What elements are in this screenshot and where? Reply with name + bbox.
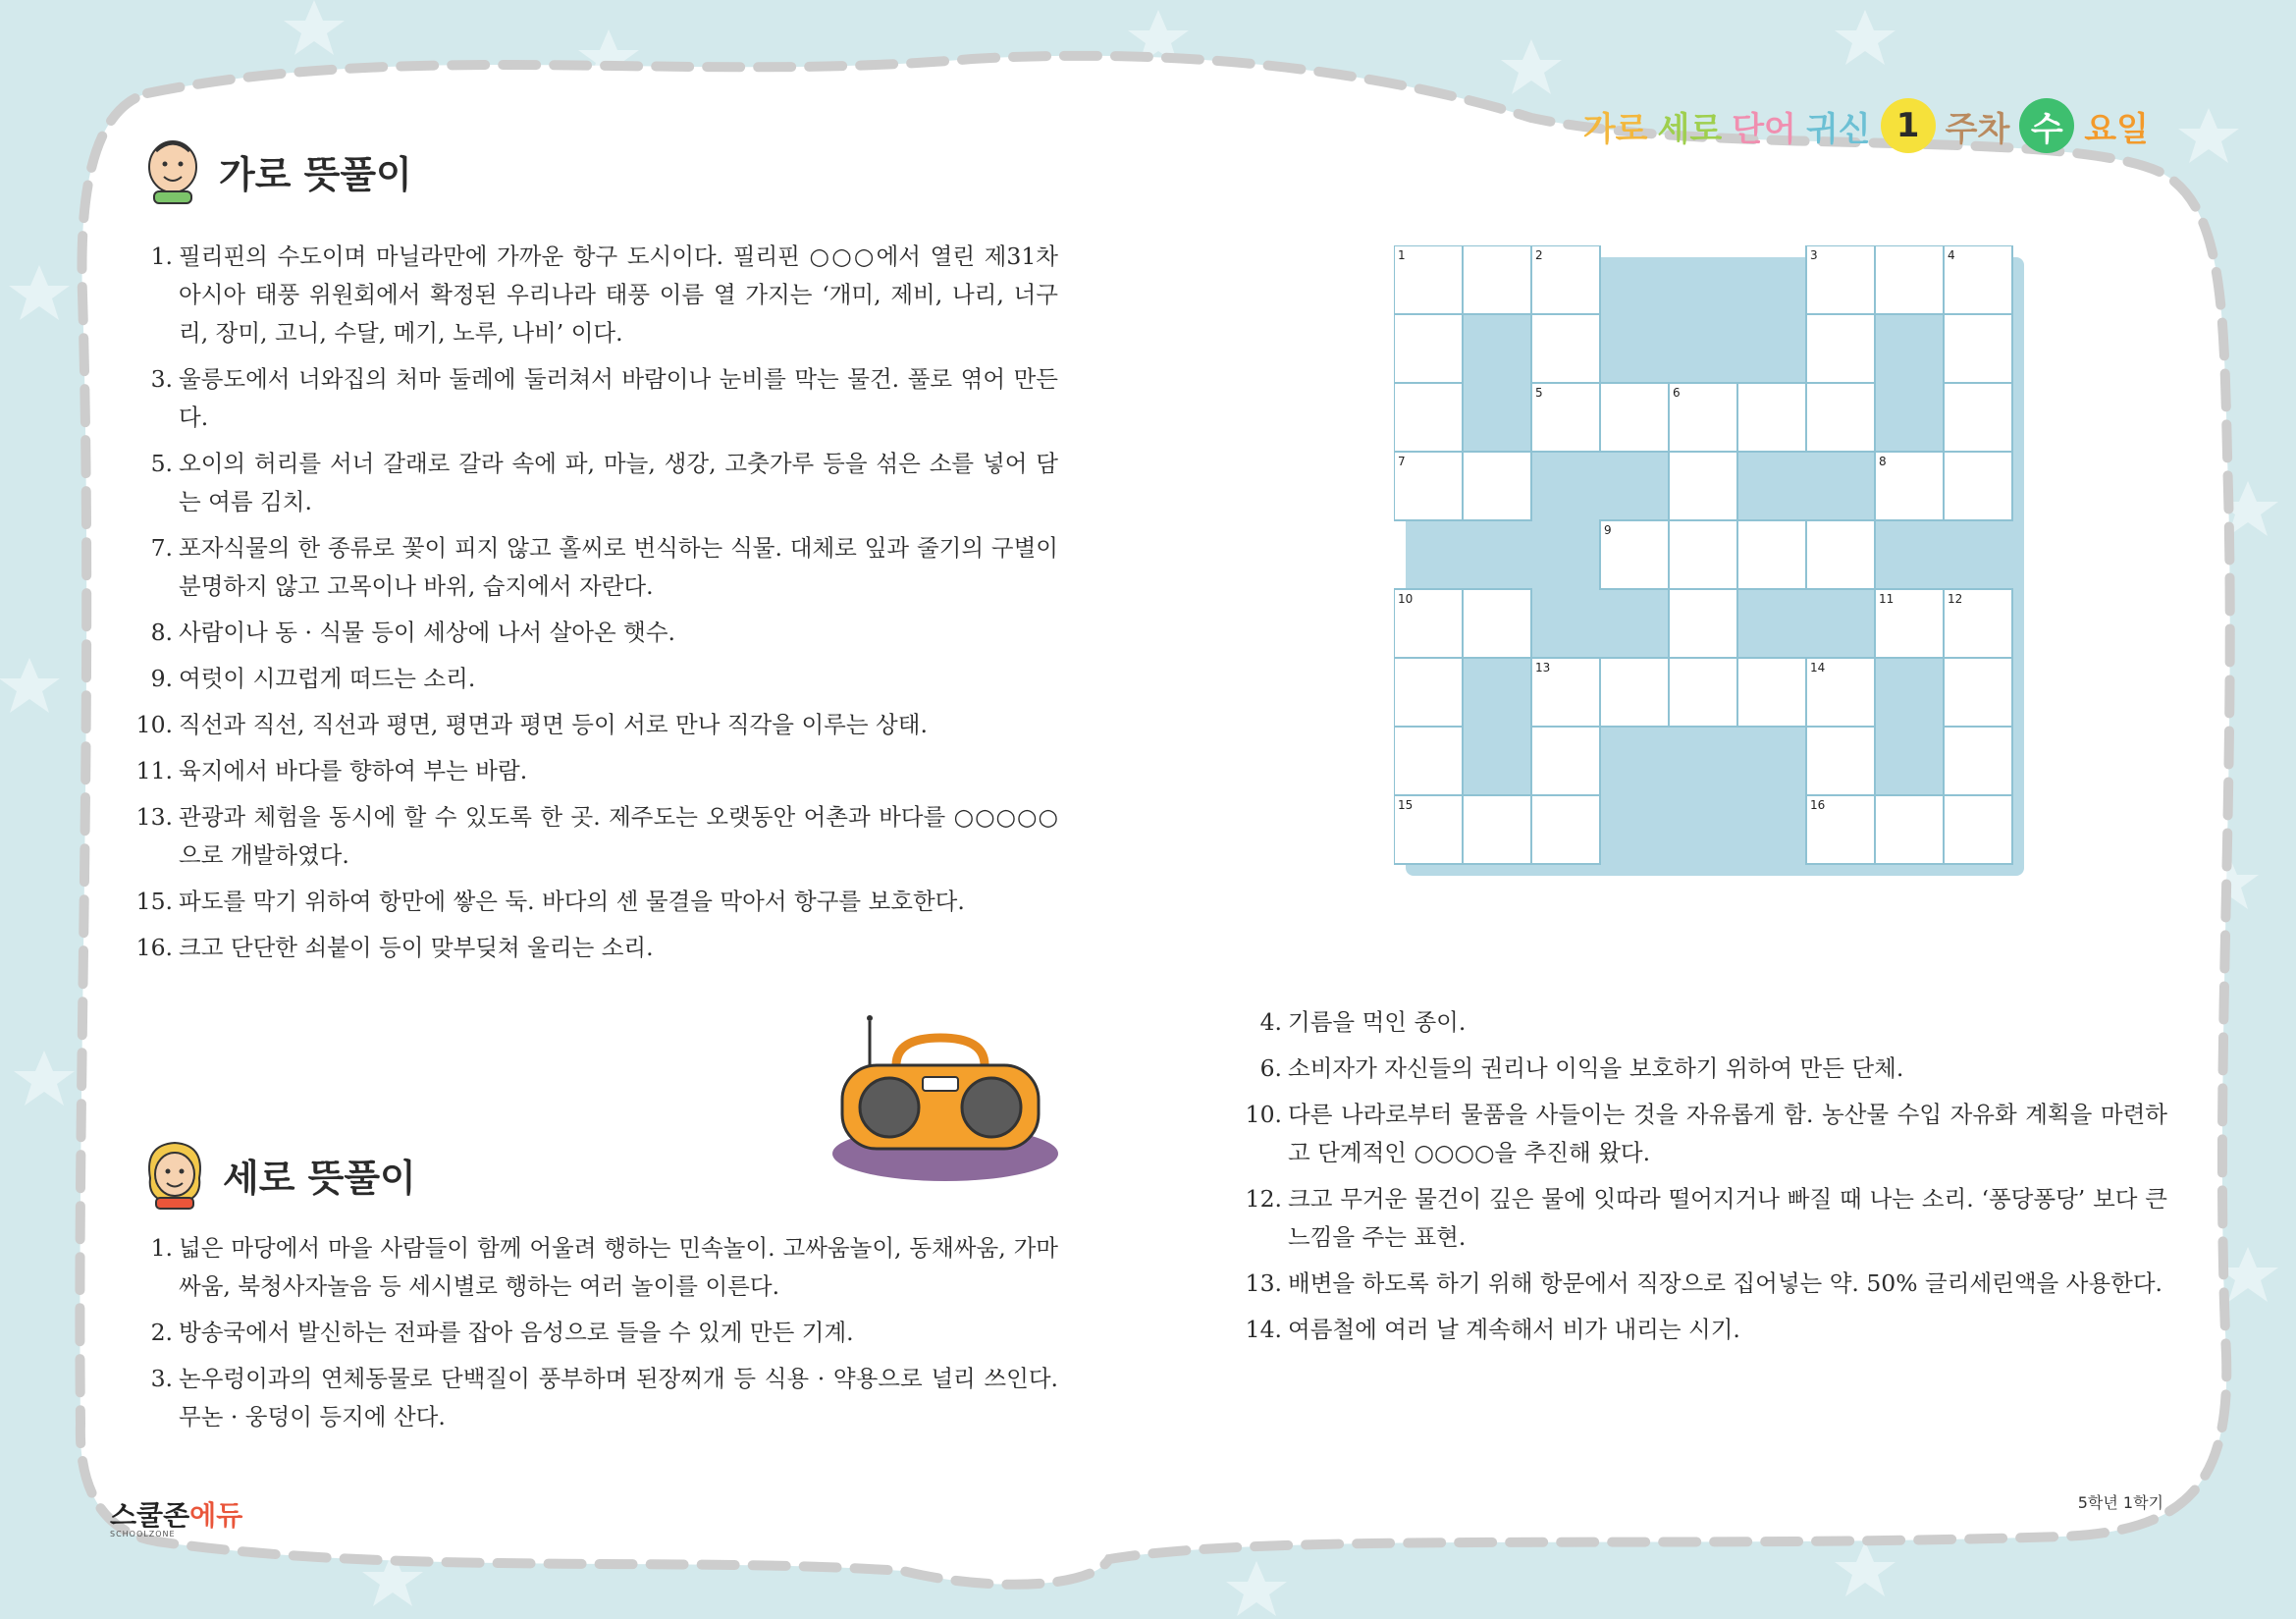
clue-item — [135, 798, 1058, 875]
crossword-cell[interactable] — [1806, 314, 1875, 383]
cell-number: 11 — [1879, 592, 1895, 606]
cell-number: 13 — [1535, 661, 1551, 675]
clue-item — [1245, 1311, 2167, 1349]
clue-item — [135, 360, 1058, 437]
clue-text: 사람이나 동 · 식물 등이 세상에 나서 살아온 햇수. — [179, 619, 676, 646]
clue-number: 3. — [150, 365, 173, 393]
clue-text: 배변을 하도록 하기 위해 항문에서 직장으로 집어넣는 약. 50% 글리세린액을 사용한다. — [1288, 1269, 2163, 1297]
crossword-cell[interactable] — [1669, 589, 1737, 658]
title-part-1: 가로 — [1582, 109, 1648, 149]
cell-number: 2 — [1535, 248, 1543, 262]
crossword-cell[interactable] — [1875, 795, 1944, 864]
clue-number: 6. — [1259, 1054, 1282, 1082]
day-badge: 수 — [2019, 98, 2074, 153]
clue-text: 크고 단단한 쇠붙이 등이 맞부딪쳐 울리는 소리. — [179, 934, 654, 961]
clue-text: 다른 나라로부터 물품을 사들이는 것을 자유롭게 함. 농산물 수입 자유화 계획을 마련하고 단계적인 ○○○○을 추진해 왔다. — [1288, 1101, 2167, 1166]
clue-number: 4. — [1259, 1008, 1282, 1036]
title-part-3: 단어 — [1732, 109, 1796, 149]
clue-text: 포자식물의 한 종류로 꽃이 피지 않고 홀씨로 번식하는 식물. 대체로 잎과 줄기의 구별이 분명하지 않고 고목이나 바위, 습지에서 자란다. — [179, 534, 1058, 600]
crossword-cell[interactable] — [1463, 795, 1531, 864]
title-part-4: 귀신 — [1805, 109, 1871, 149]
clue-text: 오이의 허리를 서너 갈래로 갈라 속에 파, 마늘, 생강, 고춧가루 등을 섞은 소를 넣어 담는 여름 김치. — [179, 450, 1058, 515]
clue-item — [1245, 1265, 2167, 1303]
clue-text: 직선과 직선, 직선과 평면, 평면과 평면 등이 서로 만나 직각을 이루는 상태. — [179, 711, 928, 738]
crossword-cell[interactable] — [1669, 520, 1737, 589]
crossword-cell[interactable] — [1463, 452, 1531, 520]
crossword-cell[interactable] — [1394, 658, 1463, 727]
title-part-2: 세로 — [1657, 109, 1723, 149]
clue-text: 육지에서 바다를 향하여 부는 바람. — [179, 757, 528, 784]
clue-text: 필리핀의 수도이며 마닐라만에 가까운 항구 도시이다. 필리핀 ○○○에서 열린 제31차 아시아 태풍 위원회에서 확정된 우리나라 태풍 이름 열 가지는 ‘개미, 제비, 나리, 너구리, 장미, 고니, 수달, 메기, 노루, 나비’ 이다. — [179, 243, 1058, 347]
clue-item — [135, 1360, 1058, 1436]
publisher-logo — [110, 1494, 242, 1538]
cell-number: 3 — [1810, 248, 1818, 262]
clue-item — [1245, 1180, 2167, 1257]
clue-number: 2. — [150, 1319, 173, 1346]
crossword-cell[interactable] — [1600, 383, 1669, 452]
cell-number: 5 — [1535, 386, 1543, 400]
clue-text: 논우렁이과의 연체동물로 단백질이 풍부하며 된장찌개 등 식용 · 약용으로 널리 쓰인다. 무논 · 웅덩이 등지에 산다. — [179, 1365, 1058, 1430]
logo-accent-text: 에듀 — [189, 1499, 243, 1532]
crossword-cell[interactable] — [1531, 727, 1600, 795]
clue-item — [1245, 1003, 2167, 1042]
crossword-cell[interactable] — [1394, 383, 1463, 452]
crossword-cell[interactable] — [1737, 520, 1806, 589]
clue-item — [135, 752, 1058, 790]
clue-item — [135, 660, 1058, 698]
day-label: 요일 — [2084, 109, 2149, 149]
across-clue-list — [135, 238, 1058, 975]
crossword-cell[interactable] — [1944, 314, 2012, 383]
week-number-badge: 1 — [1881, 98, 1936, 153]
cell-number: 10 — [1398, 592, 1414, 606]
crossword-cell[interactable] — [1600, 658, 1669, 727]
crossword-cell[interactable] — [1531, 795, 1600, 864]
clue-number: 1. — [150, 243, 173, 270]
clue-number: 1. — [150, 1234, 173, 1262]
clue-number: 8. — [150, 619, 173, 646]
clue-text: 관광과 체험을 동시에 할 수 있도록 한 곳. 제주도는 오랫동안 어촌과 바다를 ○○○○○으로 개발하였다. — [179, 803, 1058, 869]
boy-face-icon — [142, 137, 203, 204]
clue-number: 14. — [1245, 1316, 1282, 1343]
clue-number: 7. — [150, 534, 173, 562]
cell-number: 4 — [1948, 248, 1955, 262]
clue-number: 9. — [150, 665, 173, 692]
clue-text: 크고 무거운 물건이 깊은 물에 잇따라 떨어지거나 빠질 때 나는 소리. ‘퐁당퐁당’ 보다 큰 느낌을 주는 표현. — [1288, 1185, 2167, 1251]
clue-item — [1245, 1050, 2167, 1088]
clue-number: 3. — [150, 1365, 173, 1392]
crossword-cell[interactable] — [1669, 658, 1737, 727]
week-label: 주차 — [1945, 109, 2010, 149]
clue-text: 파도를 막기 위하여 항만에 쌓은 둑. 바다의 센 물결을 막아서 항구를 보호한다. — [179, 888, 965, 915]
cell-number: 14 — [1810, 661, 1826, 675]
cell-number: 9 — [1604, 523, 1612, 537]
clue-number: 5. — [150, 450, 173, 477]
clue-number: 10. — [1245, 1101, 1282, 1128]
cell-number: 6 — [1673, 386, 1681, 400]
crossword-cell[interactable] — [1944, 452, 2012, 520]
crossword-cell[interactable] — [1875, 245, 1944, 314]
clue-text: 울릉도에서 너와집의 처마 둘레에 둘러쳐서 바람이나 눈비를 막는 물건. 풀로 엮어 만든다. — [179, 365, 1058, 431]
crossword-cell[interactable] — [1944, 727, 2012, 795]
clue-item — [135, 929, 1058, 967]
clue-number: 12. — [1245, 1185, 1282, 1213]
down-heading — [142, 1139, 416, 1210]
clue-text: 여럿이 시끄럽게 떠드는 소리. — [179, 665, 476, 692]
cell-number: 16 — [1810, 798, 1826, 812]
clue-item — [135, 614, 1058, 652]
crossword-cell[interactable] — [1806, 520, 1875, 589]
clue-text: 넓은 마당에서 마을 사람들이 함께 어울려 행하는 민속놀이. 고싸움놀이, 동채싸움, 가마싸움, 북청사자놀음 등 세시별로 행하는 여러 놀이를 이른다. — [179, 1234, 1058, 1300]
crossword-cell[interactable] — [1394, 314, 1463, 383]
clue-text: 기름을 먹인 종이. — [1288, 1008, 1467, 1036]
worksheet-title — [1583, 98, 2149, 153]
logo-sub-text: SCHOOLZONE — [110, 1530, 176, 1538]
down-clue-list-right — [1245, 1003, 2167, 1357]
clue-item — [135, 883, 1058, 921]
clue-item — [135, 706, 1058, 744]
clue-number: 15. — [135, 888, 173, 915]
radio-icon — [813, 997, 1068, 1187]
crossword-cell[interactable] — [1463, 589, 1531, 658]
across-heading-text: 가로 뜻풀이 — [219, 152, 412, 196]
cell-number: 8 — [1879, 455, 1887, 468]
crossword-grid — [1394, 245, 2042, 893]
cell-number: 15 — [1398, 798, 1414, 812]
grade-label: 5학년 1학기 — [2077, 1493, 2163, 1512]
cell-number: 7 — [1398, 455, 1406, 468]
down-clue-list-left — [135, 1229, 1058, 1444]
clue-text: 여름철에 여러 날 계속해서 비가 내리는 시기. — [1288, 1316, 1740, 1343]
clue-number: 13. — [1245, 1269, 1282, 1297]
clue-number: 10. — [135, 711, 173, 738]
crossword-cell[interactable] — [1944, 795, 2012, 864]
clue-number: 16. — [135, 934, 173, 961]
crossword-cell[interactable] — [1669, 452, 1737, 520]
crossword-cell[interactable] — [1944, 658, 2012, 727]
clue-item — [135, 1229, 1058, 1306]
crossword-cell[interactable] — [1737, 658, 1806, 727]
crossword-cell[interactable] — [1737, 383, 1806, 452]
clue-item — [1245, 1096, 2167, 1172]
clue-item — [135, 529, 1058, 606]
clue-number: 11. — [135, 757, 173, 784]
crossword-cell[interactable] — [1806, 383, 1875, 452]
clue-item — [135, 445, 1058, 521]
clue-text: 소비자가 자신들의 권리나 이익을 보호하기 위하여 만든 단체. — [1288, 1054, 1904, 1082]
cell-number: 1 — [1398, 248, 1406, 262]
crossword-cell[interactable] — [1394, 727, 1463, 795]
crossword-cell[interactable] — [1944, 383, 2012, 452]
clue-item — [135, 238, 1058, 352]
clue-number: 13. — [135, 803, 173, 831]
crossword-cell[interactable] — [1531, 314, 1600, 383]
girl-face-icon — [142, 1139, 207, 1210]
cell-number: 12 — [1948, 592, 1963, 606]
down-heading-text: 세로 뜻풀이 — [223, 1156, 416, 1200]
clue-text: 방송국에서 발신하는 전파를 잡아 음성으로 들을 수 있게 만든 기계. — [179, 1319, 854, 1346]
across-heading — [142, 137, 412, 204]
logo-main-text: 스쿨존 — [110, 1499, 190, 1532]
clue-item — [135, 1314, 1058, 1352]
crossword-cell[interactable] — [1806, 727, 1875, 795]
crossword-cell[interactable] — [1463, 245, 1531, 314]
